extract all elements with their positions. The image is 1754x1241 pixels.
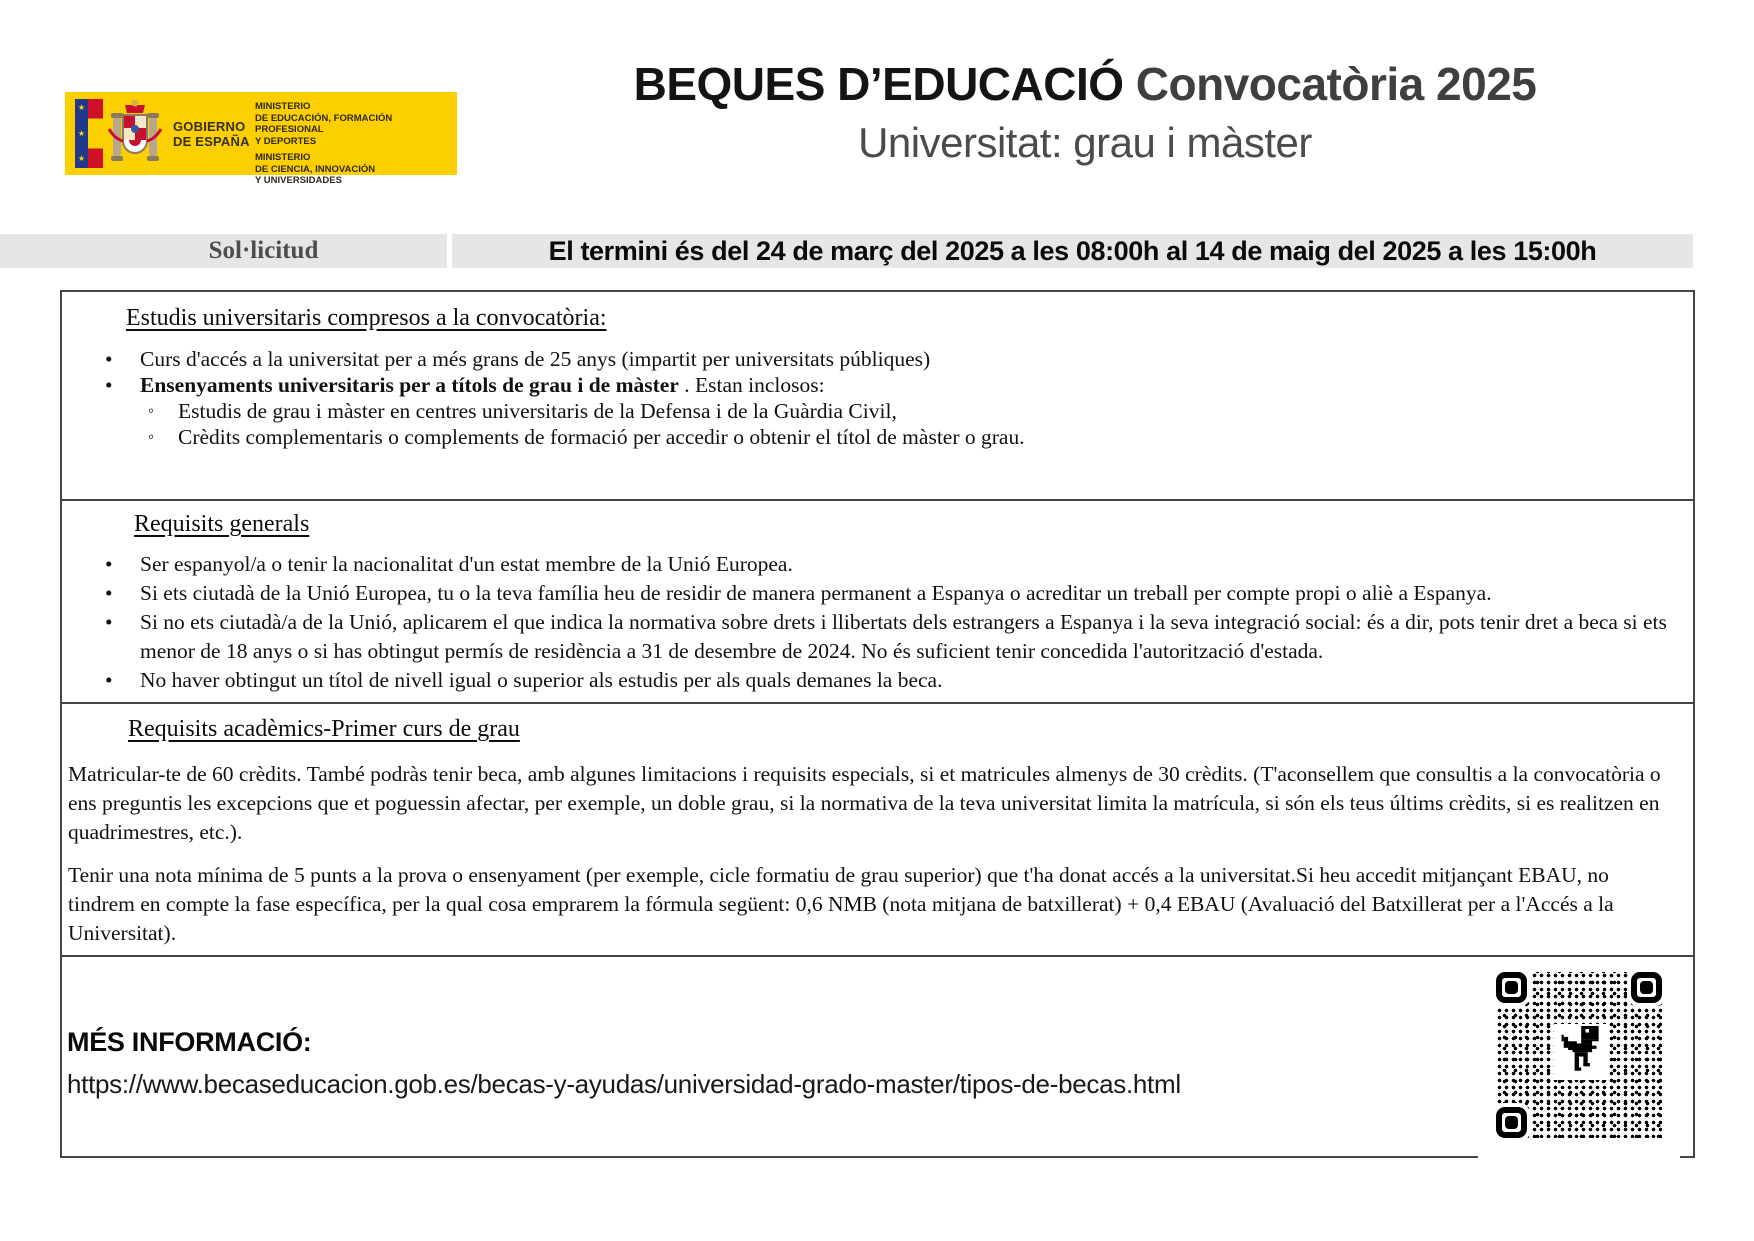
title-main: BEQUES D’EDUCACIÓ [633, 58, 1124, 110]
government-name: GOBIERNO DE ESPAÑA [173, 119, 250, 149]
ministry-education: MINISTERIO DE EDUCACIÓN, FORMACIÓN PROFESIONAL Y DEPORTES [255, 101, 393, 147]
bullet-icon: • [105, 610, 113, 634]
more-info-label: MÉS INFORMACIÓ: [67, 1027, 312, 1057]
bullet-icon: • [105, 552, 113, 576]
section-estudis-heading: Estudis universitaris compresos a la convocatòria: [126, 305, 607, 331]
sub-bullet-icon: ◦ [148, 427, 155, 446]
page-subtitle: Universitat: grau i màster [858, 119, 1312, 166]
page-title [420, 58, 1750, 110]
deadline-text: El termini és del 24 de març del 2025 a les 08:00h al 14 de maig del 2025 a les 15:00h [548, 235, 1597, 266]
qr-finder-icon [1496, 972, 1527, 1003]
sub-list-item: ◦ Estudis de grau i màster en centres universitaris de la Defensa i de la Guàrdia Civil, [148, 399, 897, 423]
academics-paragraph-2: Tenir una nota mínima de 5 punts a la prova o ensenyament (per exemple, cicle formatiu de grau superior) que t'ha donat accés a la universitat.Si heu accedit mitjançant EBAU, no tindrem en compte la fase específica, per la qual cosa emprarem la fórmula següent: 0,6 NMB (nota mitjana de batxillerat) + 0,4 EBAU (Avaluació del Batxillerat per a l'Accés a la Universitat). [68, 863, 1614, 945]
ministry-science: MINISTERIO DE CIENCIA, INNOVACIÓN Y UNIVERSIDADES [255, 152, 376, 186]
deadline-label: Sol·licitud [208, 237, 319, 264]
academics-paragraph-1: Matricular-te de 60 crèdits. També podràs tenir beca, amb algunes limitacions i requisits especials, si et matricules almenys de 30 crèdits. (T'aconsellem que consultis a la convocatòria o ens preguntis les excepcions que et poguessin afectar, per exemple, un doble grau, si la normativa de la teva universitat limita la matrícula, si són els teus últims crèdits, si es realitzen en quadrimestres, etc.). [68, 762, 1661, 844]
list-item: • Curs d'accés a la universitat per a més grans de 25 anys (impartit per universitats públiques) [105, 347, 931, 371]
bullet-icon: • [105, 373, 113, 397]
list-item: • Ser espanyol/a o tenir la nacionalitat d'un estat membre de la Unió Europea. [62, 550, 1693, 579]
dino-icon [1554, 1024, 1608, 1080]
section-more-info [62, 955, 1693, 1158]
list-item: • No haver obtingut un títol de nivell igual o superior als estudis per als quals demanes la beca. [62, 666, 1693, 695]
gobierno-de-espana-logo [65, 92, 457, 186]
generals-list [62, 550, 1693, 695]
spain-flag-icon [88, 99, 103, 168]
qr-finders [1496, 972, 1662, 1138]
section-requisits-generals [62, 499, 1693, 702]
bullet-icon: • [105, 347, 113, 371]
deadline-text-cell [452, 234, 1693, 268]
qr-code [1478, 964, 1680, 1166]
list-item: • Si no ets ciutadà/a de la Unió, aplicarem el que indica la normativa sobre drets i llibertats dels estrangers a Espanya i la seva integració social: és a dir, pots tenir dret a beca si ets menor de 18 anys o si has obtingut permís de residència a 31 de desembre de 2024. No és suficient tenir concedida l'autorització d'estada. [105, 610, 1667, 663]
list-item: • Ensenyaments universitaris per a títols de grau i de màster . Estan inclosos: [105, 373, 825, 397]
qr-finder-icon [1496, 1107, 1527, 1138]
qr-finder-icon [1631, 972, 1662, 1003]
sub-bullet-icon: ◦ [148, 401, 155, 420]
estudis-list [62, 346, 1693, 450]
section-estudis [62, 292, 1693, 499]
content-box [60, 290, 1695, 1158]
more-info-url[interactable]: https://www.becaseducacion.gob.es/becas-y-ayudas/universidad-grado-master/tipos-de-becas.html [67, 1069, 1181, 1099]
sub-list-item: ◦ Crèdits complementaris o complements de formació per accedir o obtenir el títol de màster o grau. [148, 425, 1025, 449]
list-item-bold: Ensenyaments universitaris per a títols de grau i de màster [140, 373, 679, 397]
coat-of-arms-icon [107, 99, 163, 168]
title-accent: Convocatòria 2025 [1123, 58, 1537, 110]
bullet-icon: • [105, 668, 113, 692]
bullet-icon: • [105, 581, 113, 605]
section-generals-heading: Requisits generals [134, 511, 310, 537]
deadline-label-cell [0, 234, 447, 268]
section-requisits-academics [62, 702, 1693, 955]
header-title-block [420, 58, 1750, 168]
section-academics-heading: Requisits acadèmics-Primer curs de grau [128, 716, 520, 742]
eu-flag-icon: ★ ★ ★ [75, 99, 88, 168]
list-item: • Si ets ciutadà de la Unió Europea, tu o la teva família heu de residir de manera permanent a Espanya o acreditar un treball per compte propi o aliè a Espanya. [62, 579, 1693, 608]
